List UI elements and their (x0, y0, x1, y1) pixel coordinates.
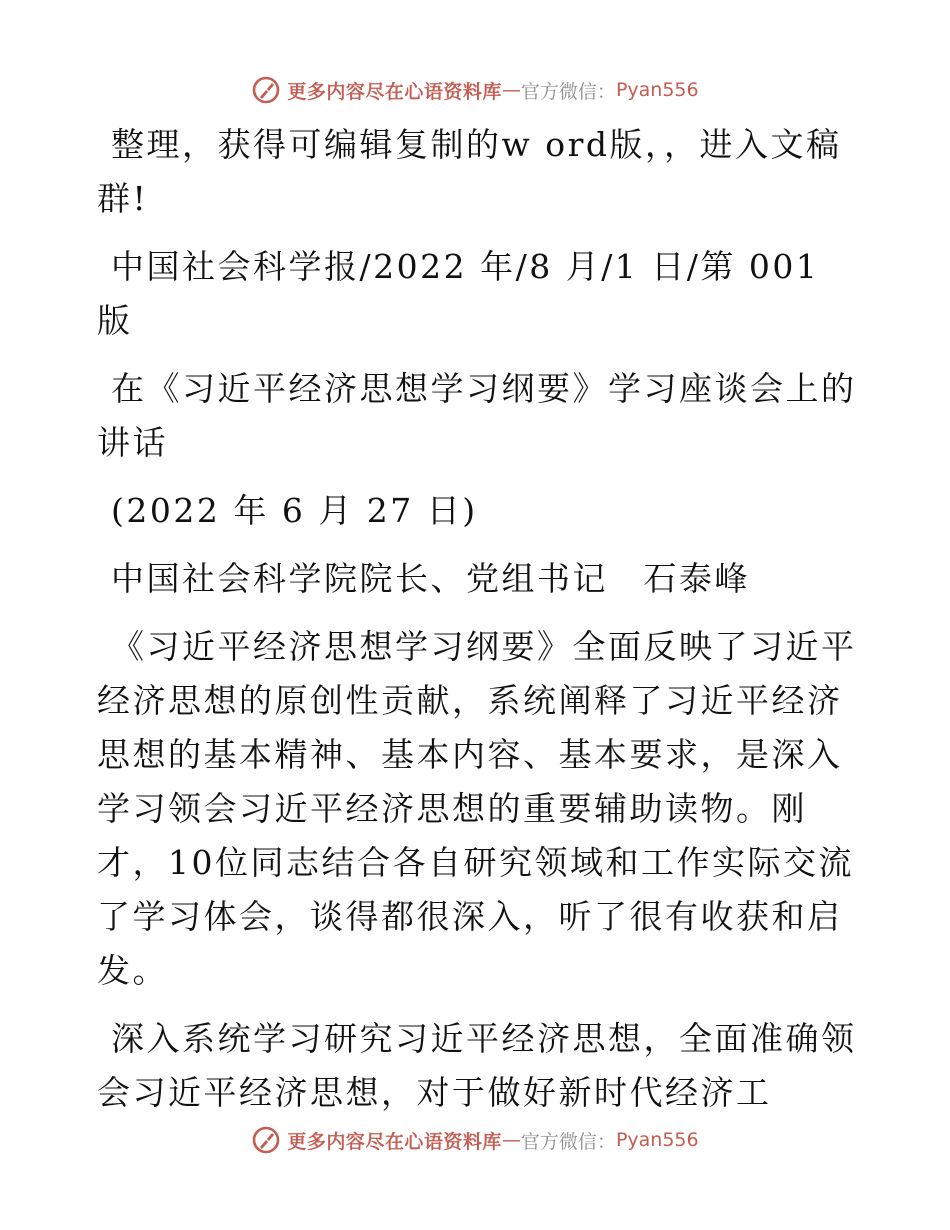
document-paragraph: 中国社会科学报/2022 年/8 月/1 日/第 001 版 (97, 247, 820, 340)
banner-official-label: 官方微信： (520, 80, 616, 103)
document-paragraph: 整理，获得可编辑复制的w ord版，，进入文稿群! (97, 125, 842, 218)
document-author: 中国社会科学院院长、党组书记 石泰峰 (111, 559, 750, 598)
banner-separator: — (501, 1129, 521, 1151)
banner-main-text: 更多内容尽在心语资料库 (287, 80, 502, 103)
document-title: 在《习近平经济思想学习纲要》学习座谈会上的讲话 (97, 369, 857, 462)
footer-watermark-banner (0, 1120, 950, 1160)
header-watermark-banner (0, 70, 950, 110)
banner-wechat-id: Pyan556 (615, 1129, 699, 1151)
banner-wechat-id: Pyan556 (615, 79, 699, 101)
quill-pen-circle-icon (251, 1125, 281, 1155)
document-paragraph: 《习近平经济思想学习纲要》全面反映了习近平经济思想的原创性贡献，系统阐释了习近平经济思想的基本精神、基本内容、基本要求，是深入学习领会习近平经济思想的重要辅助读物。刚才，10位同志结合各自研究领域和工作实际交流了学习体会，谈得都很深入，听了很有收获和启发。 (97, 627, 857, 990)
document-date: (2022 年 6 月 27 日) (111, 491, 478, 530)
banner-main-text: 更多内容尽在心语资料库 (287, 1130, 502, 1153)
quill-pen-circle-icon (251, 75, 281, 105)
document-paragraph: 深入系统学习研究习近平经济思想，全面准确领会习近平经济思想，对于做好新时代经济工 (97, 1019, 857, 1112)
banner-official-label: 官方微信： (520, 1130, 616, 1153)
document-body (97, 118, 857, 1120)
banner-separator: — (501, 79, 521, 101)
